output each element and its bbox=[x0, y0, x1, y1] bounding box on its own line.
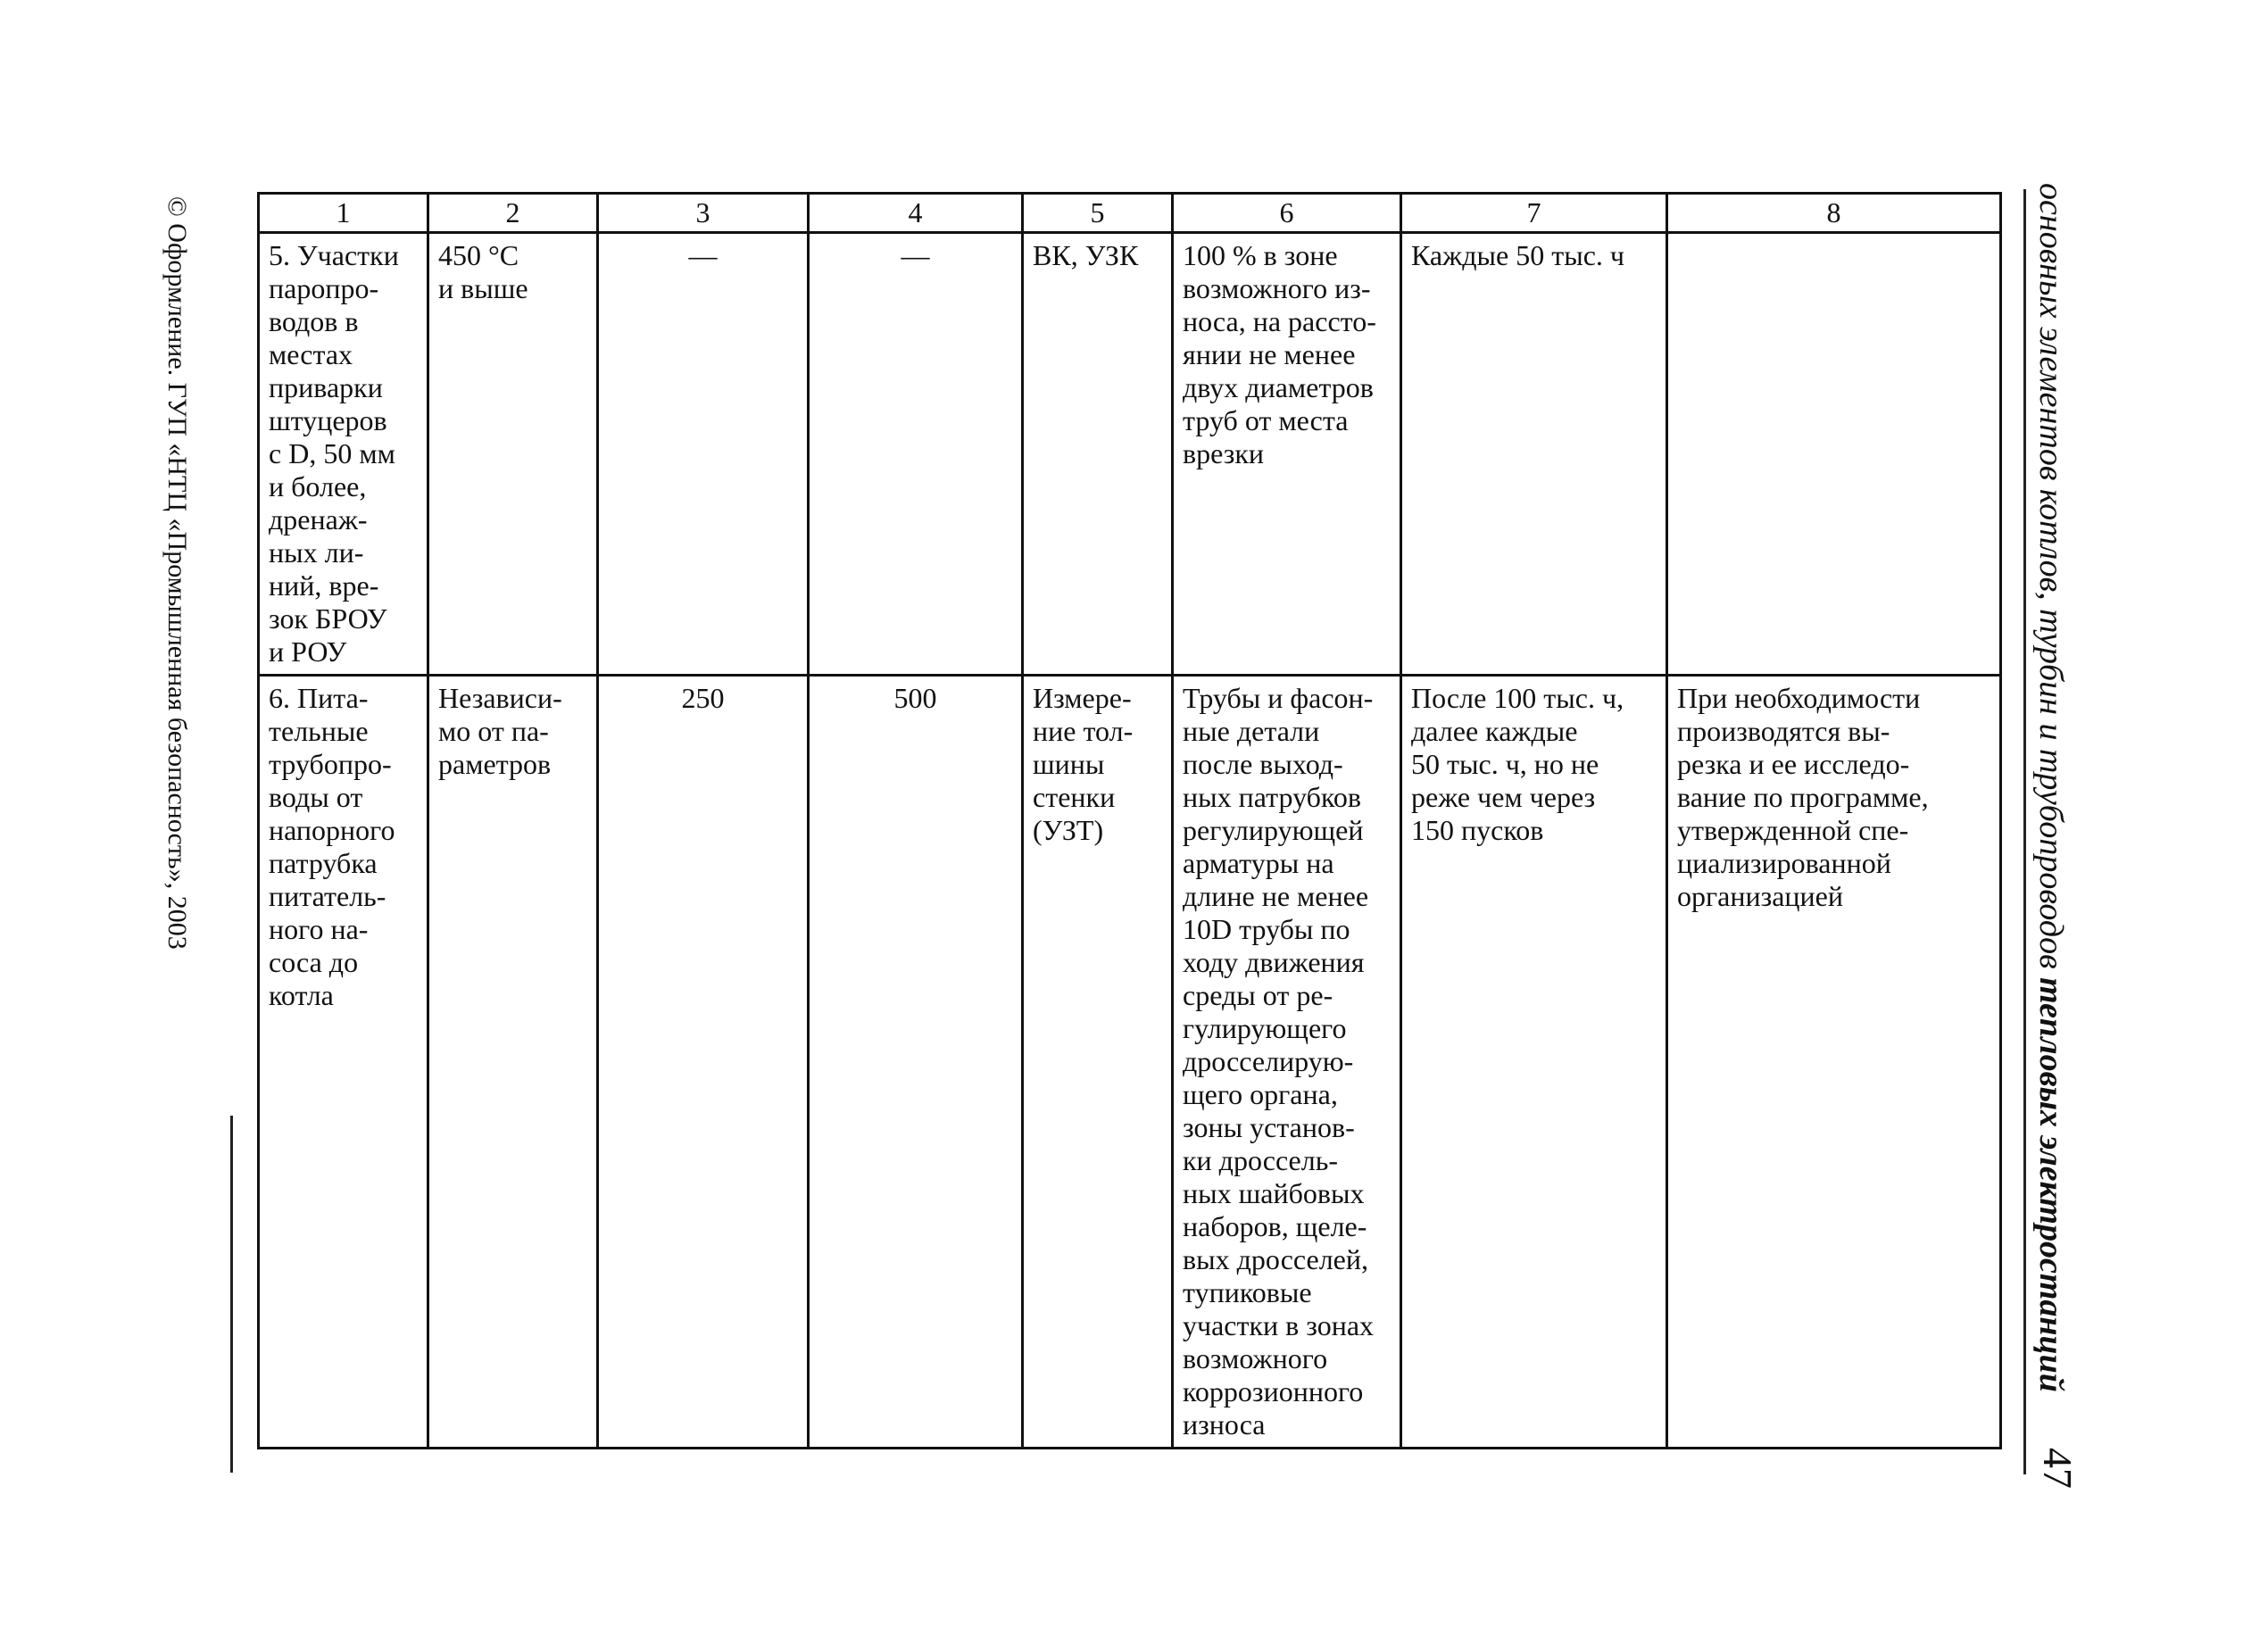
table-row bbox=[259, 233, 2001, 676]
left-vertical-rule bbox=[230, 1116, 233, 1473]
row5-parameters: 450 °С и выше bbox=[428, 233, 598, 676]
row6-notes: При необходимости производятся вы- резка и ее исследо- вание по программе, утвержденной спе- циализированной организацией bbox=[1667, 676, 2001, 1449]
row5-frequency: Каждые 50 тыс. ч bbox=[1401, 233, 1667, 676]
col-header-4: 4 bbox=[809, 194, 1023, 233]
row5-method: ВК, УЗК bbox=[1023, 233, 1173, 676]
header-row bbox=[259, 194, 2001, 233]
row5-col3: — bbox=[598, 233, 809, 676]
row6-col4: 500 bbox=[809, 676, 1023, 1449]
row6-scope: Трубы и фасон- ные детали после выход- ных патрубков регулирующей арматуры на длине не менее 10D трубы по ходу движения среды от ре- гулирующего дросселирую- щего органа, зоны установ- ки дроссель- ных шайбовых наборов, щеле- вых дросселей, тупиковые участки в зонах возможного коррозионного износа bbox=[1173, 676, 1401, 1449]
row6-parameters: Независи- мо от па- раметров bbox=[428, 676, 598, 1449]
row6-frequency: После 100 тыс. ч, далее каждые 50 тыс. ч, но не реже чем через 150 пусков bbox=[1401, 676, 1667, 1449]
col-header-5: 5 bbox=[1023, 194, 1173, 233]
col-header-2: 2 bbox=[428, 194, 598, 233]
col-header-1: 1 bbox=[259, 194, 428, 233]
col-header-7: 7 bbox=[1401, 194, 1667, 233]
row6-item: 6. Пита- тельные трубопро- воды от напорного патрубка питатель- ного на- соса до котла bbox=[259, 676, 428, 1449]
row5-scope: 100 % в зоне возможного из- носа, на рассто- янии не менее двух диаметров труб от места врезки bbox=[1173, 233, 1401, 676]
col-header-3: 3 bbox=[598, 194, 809, 233]
data-table bbox=[257, 192, 2002, 1449]
running-header bbox=[2020, 183, 2082, 1495]
col-header-6: 6 bbox=[1173, 194, 1401, 233]
row5-notes bbox=[1667, 233, 2001, 676]
running-header-title bbox=[2020, 183, 2082, 1450]
row6-col3: 250 bbox=[598, 676, 809, 1449]
row5-item: 5. Участки паропро- водов в местах приварки штуцеров с D, 50 мм и более, дренаж- ных ли- ний, вре- зок БРОУ и РОУ bbox=[259, 233, 428, 676]
col-header-8: 8 bbox=[1667, 194, 2001, 233]
page-number: 47 bbox=[2035, 1448, 2081, 1489]
running-header-part2: тепловых электростанций bbox=[2032, 977, 2070, 1392]
running-header-part1: основных элементов котлов, турбин и трубопроводов bbox=[2032, 183, 2070, 978]
row6-method: Измере- ние тол- шины стенки (УЗТ) bbox=[1023, 676, 1173, 1449]
row5-col4: — bbox=[809, 233, 1023, 676]
table-row bbox=[259, 676, 2001, 1449]
copyright-text: © Оформление. ГУП «НТЦ «Промышленная безопасность», 2003 bbox=[162, 196, 192, 950]
